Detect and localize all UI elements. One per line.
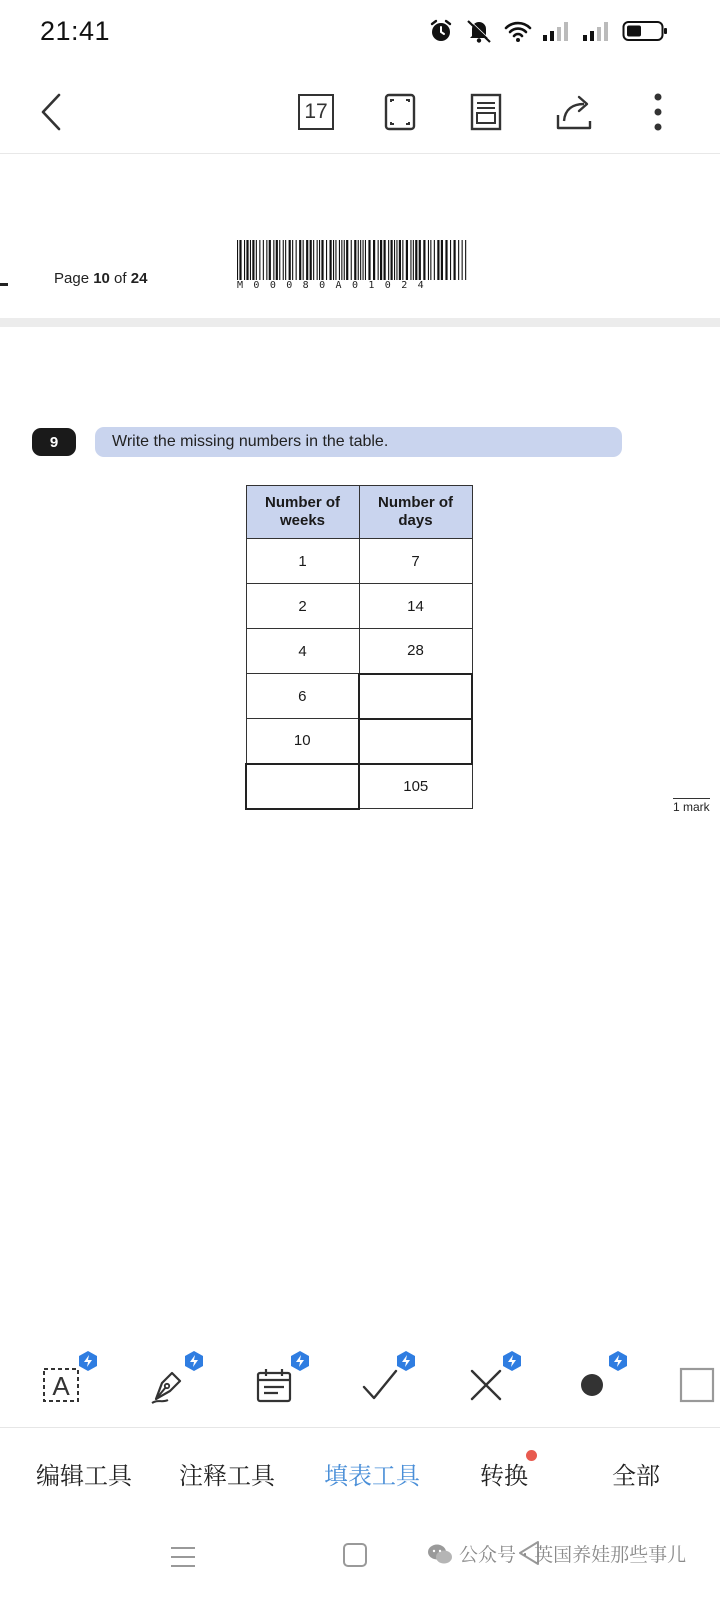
text-box-tool[interactable] xyxy=(30,1345,100,1415)
signature-tool[interactable] xyxy=(136,1345,206,1415)
more-button[interactable] xyxy=(630,84,686,140)
barcode-bar xyxy=(266,240,267,280)
table-cell: 4 xyxy=(246,629,359,674)
barcode-bar xyxy=(410,240,411,280)
home-nav-icon[interactable] xyxy=(340,1540,370,1570)
tab-all[interactable]: 全部 xyxy=(612,1462,660,1490)
bottom-tab-bar xyxy=(0,1427,720,1507)
table-row xyxy=(246,674,472,719)
notification-dot xyxy=(526,1450,537,1461)
barcode-bar xyxy=(441,240,443,280)
barcode-bar xyxy=(310,240,312,280)
table-row xyxy=(246,539,472,584)
barcode-bar xyxy=(296,240,297,280)
fullscreen-button[interactable] xyxy=(372,84,428,140)
question-table xyxy=(245,485,473,810)
reading-mode-button[interactable] xyxy=(458,84,514,140)
barcode-bar xyxy=(458,240,459,280)
barcode xyxy=(237,240,469,280)
barcode-bar xyxy=(237,240,238,280)
barcode-bar xyxy=(250,240,251,280)
barcode-bar xyxy=(391,240,393,280)
barcode-bar xyxy=(344,240,345,280)
barcode-bar xyxy=(354,240,356,280)
barcode-bar xyxy=(330,240,332,280)
barcode-bar xyxy=(462,240,463,280)
page-label-of: of xyxy=(109,270,131,287)
barcode-bar xyxy=(289,240,291,280)
tab-annotation-tools[interactable]: 注释工具 xyxy=(179,1462,275,1490)
barcode-bar xyxy=(413,240,414,280)
dot-icon xyxy=(572,1365,612,1405)
checkmark-icon xyxy=(360,1365,400,1405)
barcode-bar xyxy=(415,240,417,280)
barcode-bar xyxy=(246,240,248,280)
barcode-bar xyxy=(326,240,327,280)
barcode-bar xyxy=(434,240,435,280)
barcode-bar xyxy=(402,240,403,280)
svg-text:A: A xyxy=(52,1371,70,1401)
barcode-bar xyxy=(399,240,401,280)
check-tool[interactable] xyxy=(348,1345,418,1415)
pen-nib-icon xyxy=(148,1365,188,1405)
barcode-text: M00080A01024 xyxy=(237,280,435,291)
calendar-icon xyxy=(254,1365,294,1405)
barcode-bar xyxy=(351,240,352,280)
answer-box[interactable] xyxy=(246,764,359,809)
barcode-bar xyxy=(380,240,382,280)
barcode-bar xyxy=(419,240,421,280)
text-box-icon xyxy=(42,1365,82,1405)
cross-icon xyxy=(466,1365,506,1405)
barcode-bar xyxy=(317,240,318,280)
barcode-bar xyxy=(450,240,451,280)
answer-box[interactable] xyxy=(359,719,472,764)
barcode-bar xyxy=(276,240,278,280)
status-icons xyxy=(428,18,668,44)
date-tool[interactable] xyxy=(242,1345,312,1415)
lightning-badge-icon xyxy=(184,1351,204,1371)
barcode-bar xyxy=(363,240,364,280)
more-tool[interactable] xyxy=(666,1345,720,1415)
page-count: 17 xyxy=(298,94,334,130)
table-cell: 105 xyxy=(359,764,472,809)
barcode-bar xyxy=(437,240,439,280)
dot-tool[interactable] xyxy=(560,1345,630,1415)
barcode-bar xyxy=(428,240,429,280)
barcode-bar xyxy=(388,240,389,280)
barcode-bar xyxy=(333,240,334,280)
barcode-bar xyxy=(263,240,264,280)
barcode-bar xyxy=(358,240,359,280)
status-bar xyxy=(0,0,720,64)
barcode-bar xyxy=(244,240,245,280)
lightning-badge-icon xyxy=(290,1351,310,1371)
table-row xyxy=(246,584,472,629)
barcode-bar xyxy=(292,240,293,280)
barcode-bar xyxy=(430,240,431,280)
barcode-bar xyxy=(335,240,336,280)
page-count-button[interactable] xyxy=(288,84,344,140)
barcode-bar xyxy=(299,240,301,280)
table-row xyxy=(246,629,472,674)
share-button[interactable] xyxy=(546,84,602,140)
barcode-bar xyxy=(319,240,320,280)
mute-icon xyxy=(464,18,494,44)
tab-edit-tools[interactable]: 编辑工具 xyxy=(36,1462,132,1490)
barcode-bar xyxy=(239,240,241,280)
battery-icon xyxy=(622,19,668,43)
barcode-bar xyxy=(384,240,386,280)
tab-form-tools[interactable]: 填表工具 xyxy=(324,1462,420,1490)
barcode-bar xyxy=(256,240,257,280)
barcode-bar xyxy=(365,240,366,280)
share-icon xyxy=(553,91,595,133)
barcode-bar xyxy=(346,240,348,280)
wechat-icon xyxy=(427,1543,453,1565)
barcode-bar xyxy=(306,240,308,280)
signal-icon xyxy=(582,19,612,43)
barcode-bar xyxy=(406,240,408,280)
status-time: 21:41 xyxy=(40,16,111,46)
table-cell: 7 xyxy=(359,539,472,584)
barcode-bar xyxy=(321,240,323,280)
table-cell: 1 xyxy=(246,539,359,584)
cross-tool[interactable] xyxy=(454,1345,524,1415)
table-cell: 6 xyxy=(246,674,359,719)
page-current: 10 xyxy=(93,270,110,287)
barcode-bar xyxy=(454,240,456,280)
watermark-text: 公众号 · 英国养娃那些事儿 xyxy=(459,1544,687,1566)
more-icon xyxy=(653,92,663,132)
lightning-badge-icon xyxy=(502,1351,522,1371)
tab-convert[interactable]: 转换 xyxy=(480,1462,528,1490)
page-total: 24 xyxy=(130,270,148,287)
barcode-bar xyxy=(339,240,340,280)
barcode-bar xyxy=(273,240,274,280)
barcode-bar xyxy=(285,240,286,280)
question-number: 9 xyxy=(32,428,76,456)
table-header-weeks: Number of weeks xyxy=(246,486,359,539)
table-cell: 2 xyxy=(246,584,359,629)
alarm-icon xyxy=(428,18,454,44)
barcode-bar xyxy=(368,240,370,280)
barcode-bar xyxy=(445,240,447,280)
wifi-icon xyxy=(504,19,532,43)
table-cell: 28 xyxy=(359,629,472,674)
lightning-badge-icon xyxy=(78,1351,98,1371)
barcode-bar xyxy=(378,240,379,280)
barcode-bar xyxy=(259,240,260,280)
barcode-bar xyxy=(341,240,342,280)
answer-box[interactable] xyxy=(359,674,472,719)
barcode-bar xyxy=(313,240,314,280)
annotation-tool-row xyxy=(0,1345,720,1425)
page-margin-mark xyxy=(0,283,8,286)
page-separator xyxy=(0,318,720,327)
barcode-bar xyxy=(252,240,254,280)
page-label-prefix: Page xyxy=(54,270,94,287)
barcode-bar xyxy=(360,240,361,280)
top-toolbar xyxy=(0,72,720,154)
barcode-bar xyxy=(396,240,397,280)
back-button[interactable] xyxy=(24,84,80,140)
reading-mode-icon xyxy=(469,92,503,132)
page-label xyxy=(54,270,147,287)
barcode-bar xyxy=(465,240,466,280)
lightning-badge-icon xyxy=(608,1351,628,1371)
square-shape-icon xyxy=(678,1365,718,1405)
barcode-bar xyxy=(373,240,375,280)
table-cell: 10 xyxy=(246,719,359,764)
barcode-bar xyxy=(279,240,280,280)
table-cell: 14 xyxy=(359,584,472,629)
lightning-badge-icon xyxy=(396,1351,416,1371)
signal-icon xyxy=(542,19,572,43)
barcode-bar xyxy=(269,240,271,280)
fullscreen-icon xyxy=(383,92,417,132)
table-row xyxy=(246,764,472,809)
table-row xyxy=(246,719,472,764)
mark-label: 1 mark xyxy=(673,800,710,814)
table-header-days: Number of days xyxy=(359,486,472,539)
question-text: Write the missing numbers in the table. xyxy=(95,427,622,457)
barcode-bar xyxy=(423,240,425,280)
menu-nav-icon[interactable] xyxy=(168,1542,198,1572)
barcode-bar xyxy=(394,240,395,280)
watermark xyxy=(427,1540,686,1567)
barcode-bar xyxy=(303,240,304,280)
barcode-bar xyxy=(283,240,284,280)
back-icon xyxy=(37,92,67,132)
